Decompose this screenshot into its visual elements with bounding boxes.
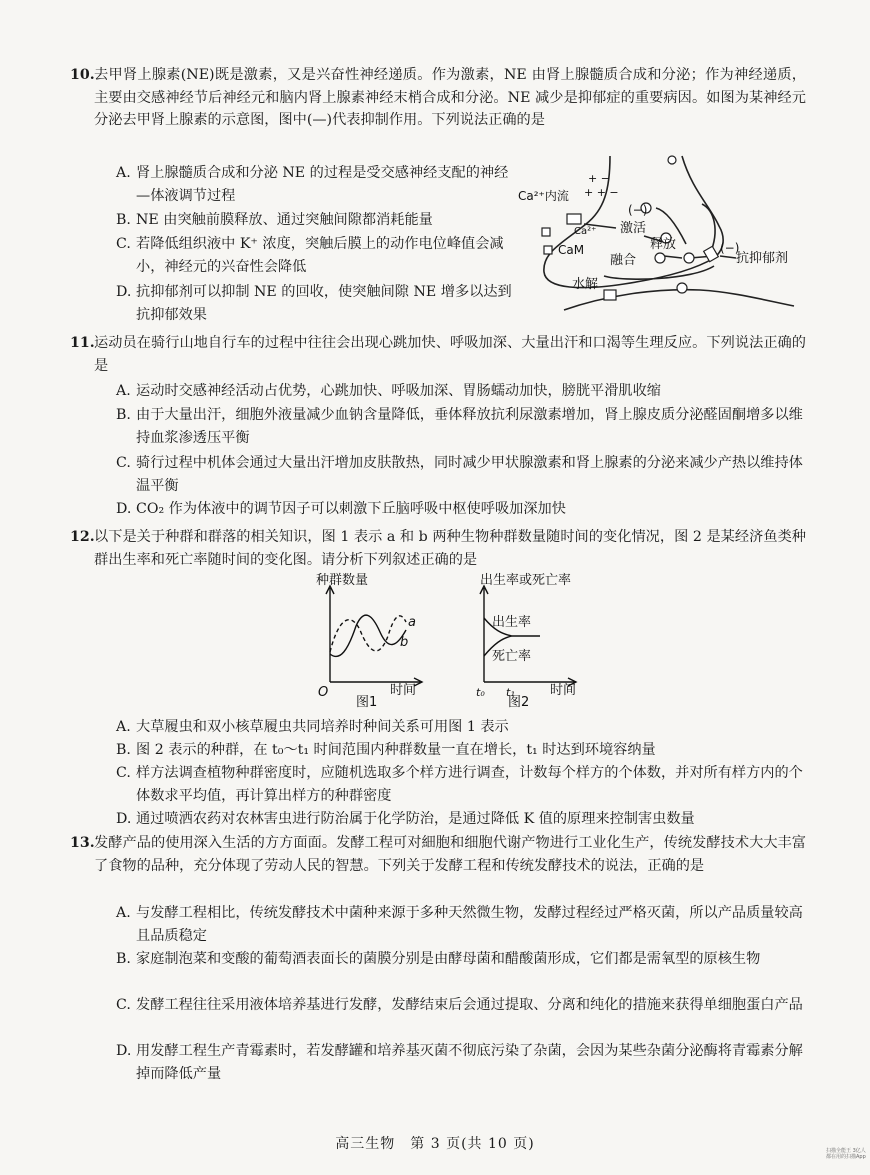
option-13a <box>116 902 806 947</box>
option-text: 用发酵工程生产青霉素时，若发酵罐和培养基灭菌不彻底污染了杂菌，会因为某些杂菌分泌酶将青霉素分解掉而降低产量 <box>136 1043 803 1082</box>
membrane-charge-2: + + − <box>584 186 619 199</box>
option-text: 运动时交感神经活动占优势，心跳加快、呼吸加深、胃肠蠕动加快，膀胱平滑肌收缩 <box>136 383 661 399</box>
option-text: 图 2 表示的种群，在 t₀～t₁ 时间范围内种群数量一直在增长，t₁ 时达到环境容纳量 <box>136 742 656 758</box>
figure-1 <box>296 570 446 708</box>
question-13 <box>70 832 806 877</box>
postsynaptic-receptor-2 <box>677 283 687 293</box>
option-label: B. <box>116 212 131 228</box>
option-label: D. <box>116 1043 132 1059</box>
fig1-xlabel: 时间 <box>390 683 417 698</box>
option-10a <box>116 162 516 207</box>
fig1-label-a: a <box>408 615 416 630</box>
postsynaptic-membrane <box>564 290 794 310</box>
label-antidepressant: 抗抑郁剂 <box>736 251 789 266</box>
option-label: B. <box>116 951 131 967</box>
option-11d <box>116 498 806 521</box>
synapse-diagram <box>514 150 806 330</box>
fig1-curve-b <box>330 615 409 656</box>
scanner-watermark: 扫描全能王 3亿人都在用的扫描App <box>826 1148 866 1160</box>
option-label: A. <box>116 165 131 181</box>
fig1-caption: 图1 <box>356 695 378 708</box>
option-text: 若降低组织液中 K⁺ 浓度，突触后膜上的动作电位峰值会减小，神经元的兴奋性会降低 <box>136 236 504 275</box>
option-label: D. <box>116 284 132 300</box>
option-text: CO₂ 作为体液中的调节因子可以刺激下丘脑呼吸中枢使呼吸加深加快 <box>136 501 566 517</box>
option-10c <box>116 233 516 278</box>
option-label: D. <box>116 501 132 517</box>
question-stem: 运动员在骑行山地自行车的过程中往往会出现心跳加快、呼吸加深、大量出汗和口渴等生理反应。下列说法正确的是 <box>94 335 806 374</box>
antidepressant-arrow <box>720 256 736 258</box>
vesicle-1 <box>655 253 665 263</box>
option-label: B. <box>116 407 131 423</box>
option-12b <box>116 739 806 762</box>
receptor-left-top <box>542 228 550 236</box>
fig2-t0: t₀ <box>476 686 485 699</box>
question-stem: 以下是关于种群和群落的相关知识，图 1 表示 a 和 b 两种生物种群数量随时间的变化情况，图 2 是某经济鱼类种群出生率和死亡率随时间的变化图。请分析下列叙述正确的是 <box>94 529 806 568</box>
option-text: 家庭制泡菜和变酸的葡萄酒表面长的菌膜分别是由酵母菌和醋酸菌形成，它们都是需氧型的原核生物 <box>136 951 761 967</box>
fig1-label-b: b <box>400 635 409 650</box>
option-text: 与发酵工程相比，传统发酵技术中菌种来源于多种天然微生物，发酵过程经过严格灭菌，所以产品质量较高且品质稳定 <box>136 905 803 944</box>
option-text: 发酵工程往往采用液体培养基进行发酵，发酵结束后会通过提取、分离和纯化的措施来获得单细胞蛋白产品 <box>136 997 803 1013</box>
option-13d <box>116 1040 806 1085</box>
option-text: 样方法调查植物种群密度时，应随机选取多个样方进行调查，计数每个样方的个体数，并对所有样方内的个体数求平均值，再计算出样方的种群密度 <box>136 765 803 804</box>
membrane-charge: + − <box>588 172 610 185</box>
fig1-curve-a <box>330 616 409 652</box>
option-text: 肾上腺髓质合成和分泌 NE 的过程是受交感神经支配的神经—体液调节过程 <box>136 165 509 204</box>
option-text: 骑行过程中机体会通过大量出汗增加皮肤散热，同时减少甲状腺激素和肾上腺素的分泌来减少产热以维持体温平衡 <box>136 455 803 494</box>
fig2-caption: 图2 <box>508 695 530 708</box>
option-13b <box>116 948 806 971</box>
option-label: D. <box>116 811 132 827</box>
option-label: A. <box>116 905 131 921</box>
option-label: C. <box>116 455 131 471</box>
option-label: C. <box>116 765 131 781</box>
question-stem: 发酵产品的使用深入生活的方方面面。发酵工程可对細胞和细胞代谢产物进行工业化生产，传统发酵技术大大丰富了食物的品种，充分体现了劳动人民的智慧。下列关于发酵工程和传统发酵技术的说法，正确的是 <box>94 835 806 874</box>
page-footer: 高三生物 第 3 页(共 10 页) <box>335 1136 535 1152</box>
question-number: 12. <box>70 529 95 545</box>
option-text: 大草履虫和双小核草履虫共同培养时种间关系可用图 1 表示 <box>136 719 509 735</box>
option-11b <box>116 404 806 449</box>
transporter <box>704 246 719 261</box>
option-text: 抗抑郁剂可以抑制 NE 的回收，使突触间隙 NE 增多以达到抗抑郁效果 <box>136 284 512 323</box>
fig1-ylabel: 种群数量 <box>316 573 369 588</box>
option-12c <box>116 762 806 807</box>
presynaptic-receptor-top <box>668 156 676 164</box>
option-11a <box>116 380 806 403</box>
option-label: A. <box>116 719 131 735</box>
receptor-left-bottom <box>544 246 552 254</box>
fig2-birth-label: 出生率 <box>492 615 532 630</box>
option-11c <box>116 452 806 497</box>
option-13c <box>116 994 806 1017</box>
fig2-t1: t₁ <box>506 686 515 699</box>
fig2-ylabel: 出生率或死亡率 <box>480 573 572 588</box>
question-number: 10. <box>70 67 95 83</box>
option-10d <box>116 281 516 326</box>
question-12 <box>70 526 806 571</box>
question-11 <box>70 332 806 377</box>
label-activate: 激活 <box>620 221 647 236</box>
option-label: A. <box>116 383 131 399</box>
option-12d <box>116 808 806 831</box>
label-ca: Ca²⁺ <box>574 226 597 237</box>
question-stem: 去甲肾上腺素(NE)既是激素，又是兴奋性神经递质。作为激素，NE 由肾上腺髓质合成和分泌；作为神经递质，主要由交感神经节后神经元和脑内肾上腺素神经末梢合成和分泌。NE 减少是抑郁症的重要病因。如图为某神经元分泌去甲肾上腺素的示意图，图中(—)代表抑制作用。下列说法正确的是 <box>94 67 806 128</box>
option-text: NE 由突触前膜释放、通过突触间隙都消耗能量 <box>136 212 433 228</box>
fig2-xlabel: 时间 <box>550 683 577 698</box>
option-12a <box>116 716 806 739</box>
option-label: B. <box>116 742 131 758</box>
label-release: 释放 <box>650 237 677 252</box>
option-text: 由于大量出汗，细胞外液量减少血钠含量降低，垂体释放抗利尿激素增加，肾上腺皮质分泌醛固酮增多以维持血浆渗透压平衡 <box>136 407 803 446</box>
option-label: C. <box>116 997 131 1013</box>
label-ca-influx: Ca²⁺内流 <box>518 189 569 203</box>
label-fuse: 融合 <box>610 253 637 268</box>
postsynaptic-receptor-1 <box>604 290 616 300</box>
question-number: 11. <box>70 335 95 351</box>
label-inhibit-1: (−) <box>628 203 648 217</box>
label-cam: CaM <box>558 243 585 257</box>
option-10b <box>116 209 516 232</box>
fusion-arrow <box>664 256 682 258</box>
vesicle-3 <box>684 253 694 263</box>
question-10 <box>70 64 806 132</box>
ca-channel <box>567 214 581 224</box>
question-number: 13. <box>70 835 95 851</box>
fig2-death-label: 死亡率 <box>492 649 532 664</box>
fig1-origin: O <box>318 685 329 700</box>
option-text: 通过喷洒农药对农林害虫进行防治属于化学防治，是通过降低 K 值的原理来控制害虫数量 <box>136 811 695 827</box>
figure-2 <box>466 570 596 708</box>
option-label: C. <box>116 236 131 252</box>
label-hydrolysis: 水解 <box>572 277 599 292</box>
label-inhibit-2: (−) <box>720 241 740 255</box>
